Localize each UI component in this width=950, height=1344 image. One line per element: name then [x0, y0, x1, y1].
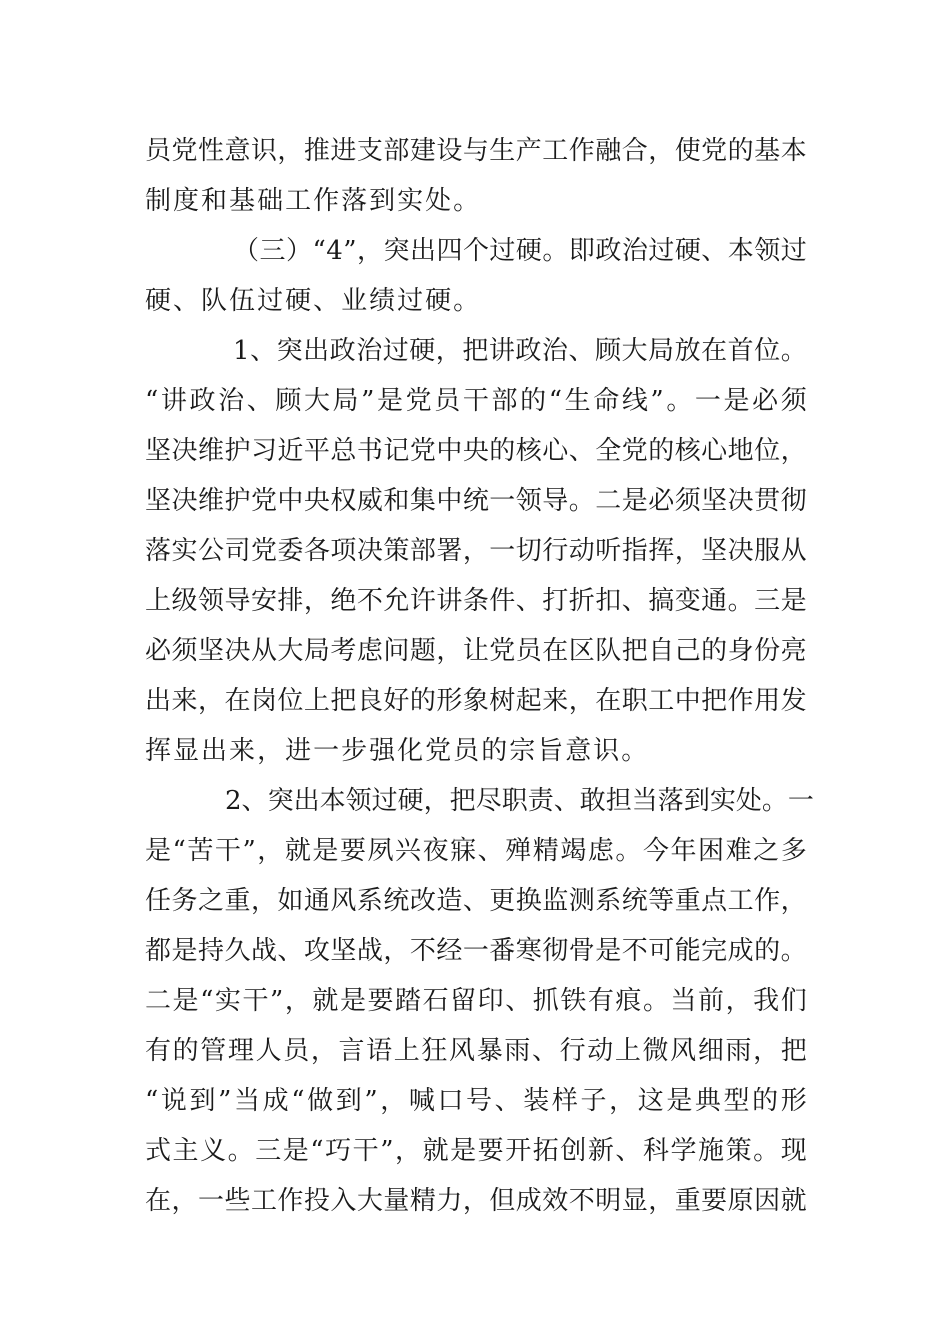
- text-line: 硬 、 队 伍 过 硬 、 业 绩 过 硬 。: [145, 286, 480, 316]
- text-line: 2 、 突 出 本 领 过 硬 ， 把 尽 职 责 、 敢 担 当 落 到 实 处 。 一: [225, 786, 814, 816]
- text-line: 有 的 管 理 人 员 ， 言 语 上 狂 风 暴 雨 、 行 动 上 微 风 细 雨 ， 把: [145, 1036, 807, 1066]
- text-line: 二 是 “ 实 干 ” ， 就 是 要 踏 石 留 印 、 抓 铁 有 痕 。 当 前 ， 我 们: [145, 986, 807, 1016]
- text-line: 挥 显 出 来 ， 进 一 步 强 化 党 员 的 宗 旨 意 识 。: [145, 736, 648, 766]
- text-line: （ 三 ） “ 4 ” ， 突 出 四 个 过 硬 。 即 政 治 过 硬 、 本 领 过: [233, 236, 807, 266]
- text-line: 制 度 和 基 础 工 作 落 到 实 处 。: [145, 186, 480, 216]
- text-line: 1 、 突 出 政 治 过 硬 ， 把 讲 政 治 、 顾 大 局 放 在 首 位 。: [233, 336, 807, 366]
- text-line: 是 “ 苦 干 ” ， 就 是 要 夙 兴 夜 寐 、 殚 精 竭 虑 。 今 年 困 难 之 多: [145, 836, 807, 866]
- text-line: 必 须 坚 决 从 大 局 考 虑 问 题 ， 让 党 员 在 区 队 把 自 己 的 身 份 亮: [145, 636, 807, 666]
- text-line: 在 ， 一 些 工 作 投 入 大 量 精 力 ， 但 成 效 不 明 显 ， 重 要 原 因 就: [145, 1186, 807, 1216]
- text-line: “ 说 到 ” 当 成 “ 做 到 ” ， 喊 口 号 、 装 样 子 ， 这 是 典 型 的 形: [145, 1086, 807, 1116]
- text-line: 都 是 持 久 战 、 攻 坚 战 ， 不 经 一 番 寒 彻 骨 是 不 可 能 完 成 的 。: [145, 936, 807, 966]
- text-line: 式 主 义 。 三 是 “ 巧 干 ” ， 就 是 要 开 拓 创 新 、 科 学 施 策 。 现: [145, 1136, 807, 1166]
- text-line: “ 讲 政 治 、 顾 大 局 ” 是 党 员 干 部 的 “ 生 命 线 ” 。 一 是 必 须: [145, 386, 807, 416]
- text-line: 落 实 公 司 党 委 各 项 决 策 部 署 ， 一 切 行 动 听 指 挥 ， 坚 决 服 从: [145, 536, 807, 566]
- text-line: 坚 决 维 护 党 中 央 权 威 和 集 中 统 一 领 导 。 二 是 必 须 坚 决 贯 彻: [145, 486, 807, 516]
- text-line: 上 级 领 导 安 排 ， 绝 不 允 许 讲 条 件 、 打 折 扣 、 搞 变 通 。 三 是: [145, 586, 807, 616]
- text-line: 出 来 ， 在 岗 位 上 把 良 好 的 形 象 树 起 来 ， 在 职 工 中 把 作 用 发: [145, 686, 807, 716]
- text-line: 员 党 性 意 识 ， 推 进 支 部 建 设 与 生 产 工 作 融 合 ， 使 党 的 基 本: [145, 136, 807, 166]
- text-line: 任 务 之 重 ， 如 通 风 系 统 改 造 、 更 换 监 测 系 统 等 重 点 工 作 ，: [145, 886, 807, 916]
- text-line: 坚 决 维 护 习 近 平 总 书 记 党 中 央 的 核 心 、 全 党 的 核 心 地 位 ，: [145, 436, 807, 466]
- document-body: [145, 126, 814, 1226]
